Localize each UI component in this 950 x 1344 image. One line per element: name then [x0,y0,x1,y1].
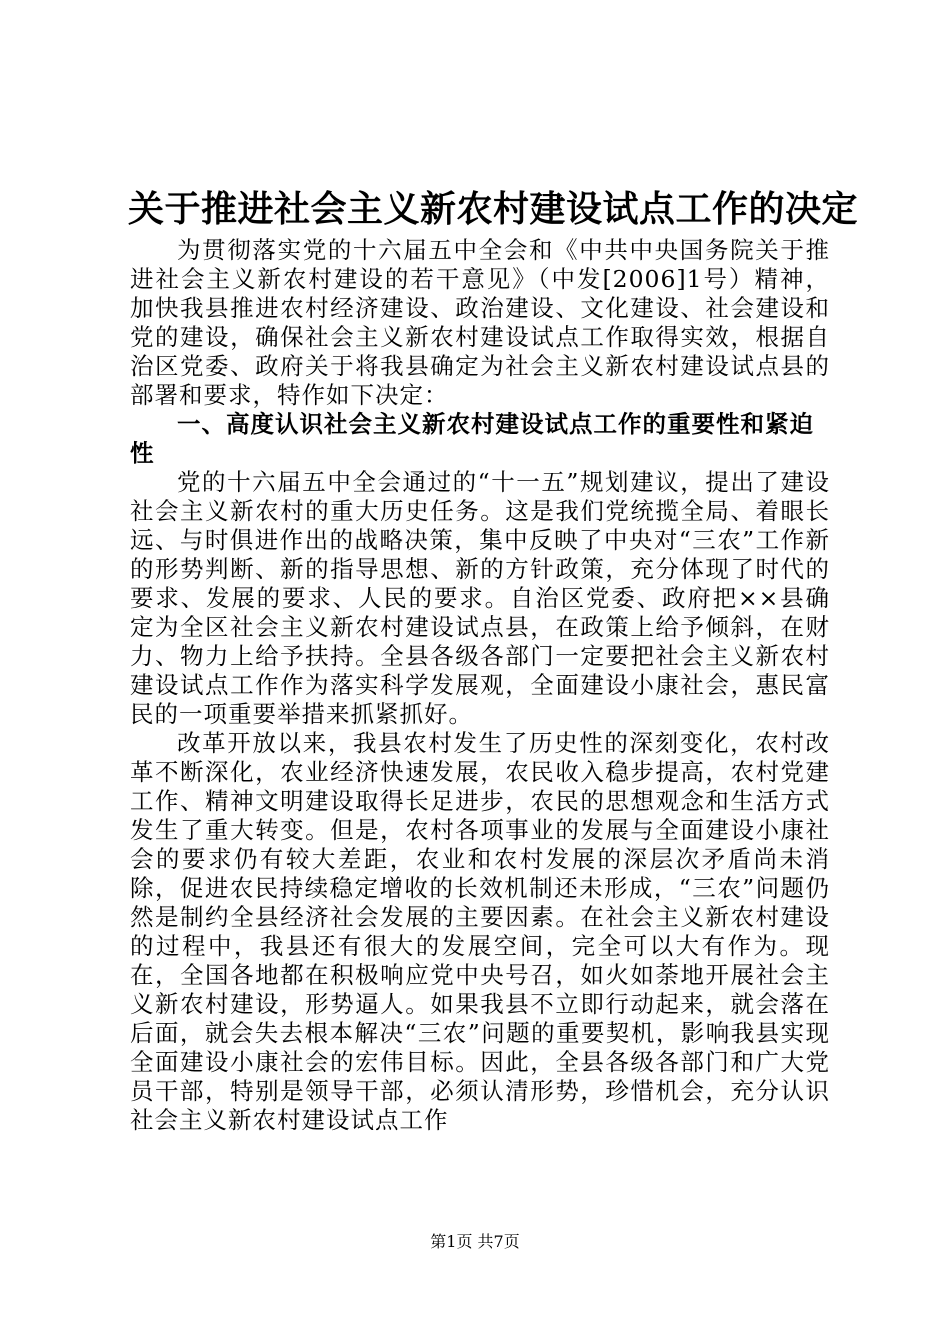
section-heading: 一、高度认识社会主义新农村建设试点工作的重要性和紧迫性 [130,410,814,467]
document-title: 关于推进社会主义新农村建设试点工作的决定 [128,189,859,230]
page-number: 第1页 共7页 [430,1232,520,1251]
body-paragraph: 党的十六届五中全会通过的“十一五”规划建议，提出了建设社会主义新农村的重大历史任务。这是我们党统揽全局、着眼长远、与时俱进作出的战略决策，集中反映了中央对“三农”工作新的形势判断、新的指导思想、新的方针政策，充分体现了时代的要求、发展的要求、人民的要求。自治区党委、政府把××县确定为全区社会主义新农村建设试点县，在政策上给予倾斜，在财力、物力上给予扶持。全县各级各部门一定要把社会主义新农村建设试点工作作为落实科学发展观，全面建设小康社会，惠民富民的一项重要举措来抓紧抓好。 [130,468,830,728]
document-body [130,236,830,1135]
intro-paragraph: 为贯彻落实党的十六届五中全会和《中共中央国务院关于推进社会主义新农村建设的若干意见》（中发[2006]1号）精神，加快我县推进农村经济建设、政治建设、文化建设、社会建设和党的建设，确保社会主义新农村建设试点工作取得实效，根据自治区党委、政府关于将我县确定为社会主义新农村建设试点县的部署和要求，特作如下决定： [130,236,830,409]
body-paragraph: 改革开放以来，我县农村发生了历史性的深刻变化，农村改革不断深化，农业经济快速发展，农民收入稳步提高，农村党建工作、精神文明建设取得长足进步，农民的思想观念和生活方式发生了重大转变。但是，农村各项事业的发展与全面建设小康社会的要求仍有较大差距，农业和农村发展的深层次矛盾尚未消除，促进农民持续稳定增收的长效机制还未形成，“三农”问题仍然是制约全县经济社会发展的主要因素。在社会主义新农村建设的过程中，我县还有很大的发展空间，完全可以大有作为。现在，全国各地都在积极响应党中央号召，如火如荼地开展社会主义新农村建设，形势逼人。如果我县不立即行动起来，就会落在后面，就会失去根本解决“三农”问题的重要契机，影响我县实现全面建设小康社会的宏伟目标。因此，全县各级各部门和广大党员干部，特别是领导干部，必须认清形势，珍惜机会，充分认识社会主义新农村建设试点工作 [130,729,830,1134]
